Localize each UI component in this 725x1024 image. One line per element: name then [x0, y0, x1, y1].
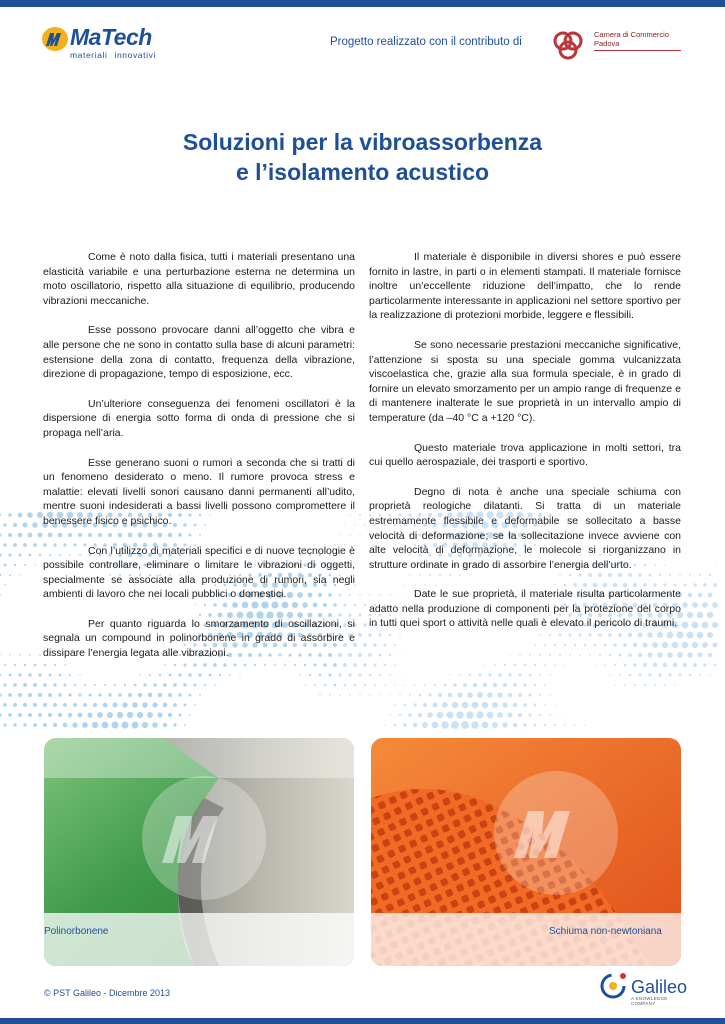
paragraph: Un’ulteriore conseguenza dei fenomeni oscillatori è la dispersione di energia sotto forma di onda di pressione che si propaga nell’aria.	[43, 397, 355, 439]
galileo-word: Galileo	[631, 977, 688, 997]
sponsor-logo	[551, 25, 681, 65]
paragraph: Per quanto riguarda lo smorzamento di oscillazioni, si segnala un compound in polinorbonene in grado di assorbire e dissipare l’energia legata alle vibrazioni.	[43, 617, 355, 660]
caption-polinorbonene: Polinorbonene	[44, 926, 109, 937]
paragraph: Date le sue proprietà, il materiale risulta particolarmente adatto nella produzione di componenti per la protezione del corpo in tutti quei sport o attività nelle quali è elevato il pericolo di traumi.	[369, 588, 681, 630]
paragraph: Esse generano suoni o rumori a seconda che si tratti di un fenomeno desiderato o meno. Il rumore provoca stress e malattie: elevati livelli sonori causano danni permanenti all’udito, mentre suoni indesiderati a bassi livelli possono compromettere il benessere fisico e psichico.	[43, 456, 355, 527]
title-line-2: e l’isolamento acustico	[235, 159, 490, 185]
galileo-logo	[600, 970, 690, 1004]
right-column	[369, 250, 681, 646]
copyright: © PST Galileo - Dicembre 2013	[44, 988, 171, 998]
paragraph: Come è noto dalla fisica, tutti i materiali presentano una elasticità variabile e una perturbazione esterna ne determina un moto oscillatorio, rispetto alla situazione di equilibrio, producendo vibrazioni meccaniche.	[43, 251, 355, 307]
matech-logo	[42, 22, 172, 62]
title-line-1: Soluzioni per la vibroassorbenza	[182, 129, 543, 155]
sponsor-line-1: Camera di Commercio	[594, 30, 670, 39]
paragraph: Con l’utilizzo di materiali specifici e di nuove tecnologie è possibile controllare, eliminare o limitare le vibrazioni di oggetti, specialmente se associate alla produzione di rumori, sia negli ambienti di lavoro che nei locali pubblici o domestici.	[43, 544, 355, 601]
logo-tagline: materiali innovativi	[70, 50, 156, 60]
paragraph: Degno di nota è anche una speciale schiuma con proprietà reologiche dilatanti. Si tratta di un materiale estremamente flessibile e deformabile se sollecitato a basse velocità di deformazione; se la sollecitazione invece avviene con alte velocità di deformazione, le molecole si riorganizzano in strutture ordinate in grado di assorbire l’energia dell’urto.	[369, 485, 681, 571]
logo-brand: MaTech	[70, 24, 152, 50]
paragraph: Se sono necessarie prestazioni meccaniche significative, l’attenzione si sposta su una speciale gomma vulcanizzata viscoelastica che, grazie alla sua formula speciale, è in grado di fornire un elevato smorzamento per un ampio range di frequenze e di mantenere inalterate le sue proprietà in un intervallo ampio di temperature (da –40 °C a +120 °C).	[369, 338, 681, 424]
top-bar	[0, 0, 725, 7]
paragraph: Esse possono provocare danni all’oggetto che vibra e alle persone che ne sono in contatto sulla base di alcuni parametri: estensione della zona di contatto, frequenza della vibrazione, direzione di propagazione, tempo di esposizione, ecc.	[43, 324, 355, 381]
matech-badge-icon	[42, 26, 70, 52]
sponsor-name	[594, 30, 669, 48]
sponsor-divider	[594, 50, 681, 51]
galileo-swirl-icon	[600, 970, 630, 1000]
sponsor-line-2: Padova	[594, 39, 620, 48]
paragraph: Questo materiale trova applicazione in molti settori, tra cui quello aerospaziale, dei trasporti e sportivo.	[369, 441, 681, 469]
bottom-bar	[0, 1018, 725, 1024]
page-title	[60, 127, 665, 187]
caption-foam: Schiuma non-newtoniana	[549, 926, 662, 937]
left-column	[43, 250, 355, 676]
chamber-emblem-icon	[551, 29, 585, 61]
contribution-text: Progetto realizzato con il contributo di	[330, 36, 522, 48]
galileo-tagline: A KNOWLEDGE COMPANY	[631, 996, 668, 1006]
paragraph: Il materiale è disponibile in diversi shores e può essere fornito in lastre, in parti o in elementi stampati. Il materiale fornisce inoltre un’eccellente riduzione dell’impatto, che lo rende particolarmente interessante in applicazioni nel settore sportivo per la realizzazione di protezioni morbide, leggere e flessibili.	[369, 251, 681, 322]
